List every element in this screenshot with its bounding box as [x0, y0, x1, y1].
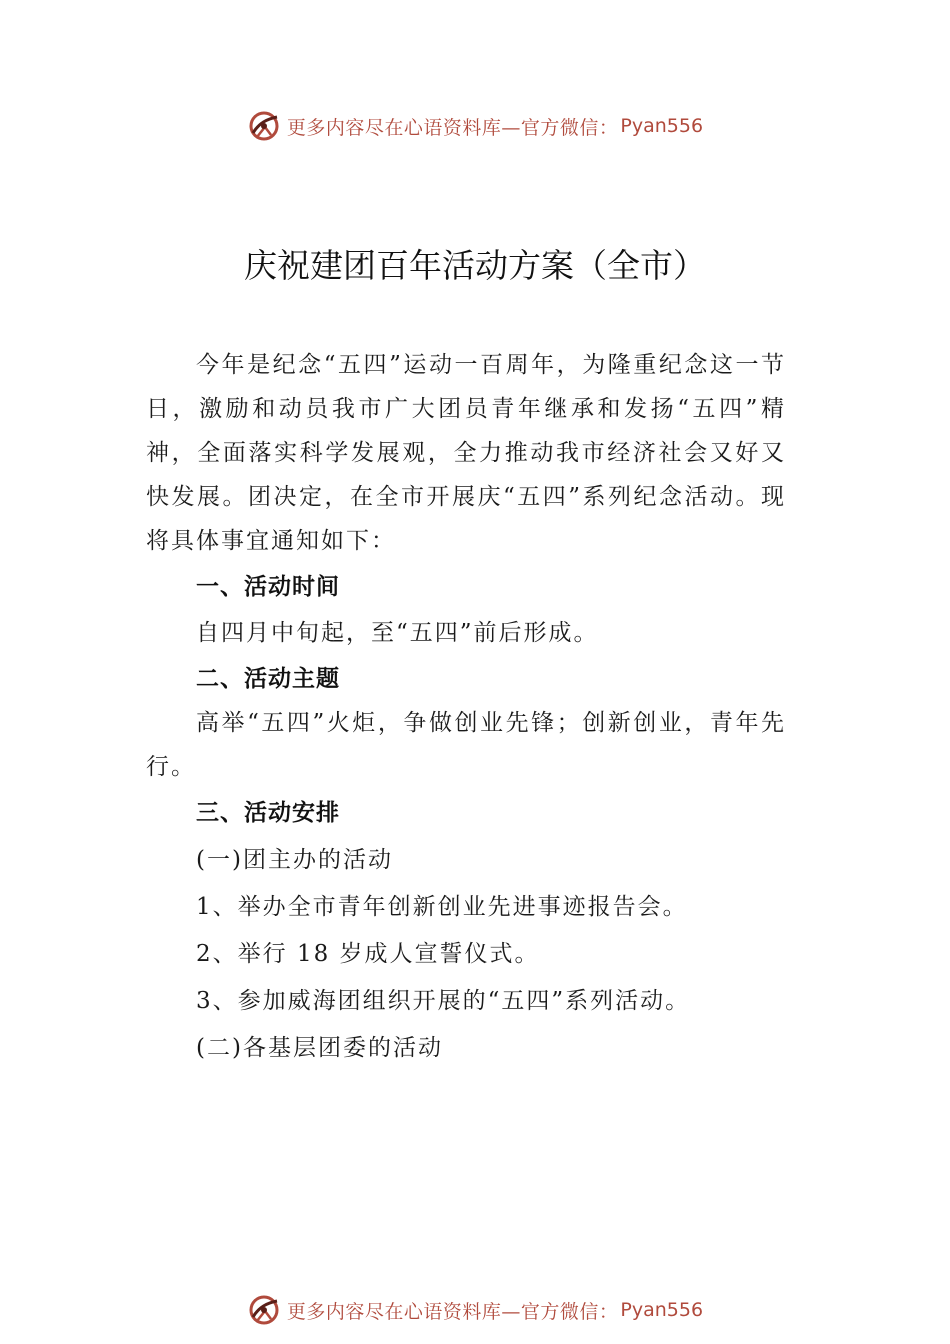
intro-paragraph: 今年是纪念“五四”运动一百周年，为隆重纪念这一节日，激励和动员我市广大团员青年继承和发扬“五四”精神，全面落实科学发展观，全力推动我市经济社会又好又快发展。团决定，在全市开展庆“五四”系列纪念活动。现将具体事宜通知如下：	[146, 352, 786, 554]
section-body-time: 自四月中旬起，至“五四”前后形成。	[196, 620, 599, 646]
header-watermark	[0, 106, 950, 146]
list-item: 1、举办全市青年创新创业先进事迹报告会。	[196, 894, 688, 920]
subsection-title-league: (一)团主办的活动	[196, 847, 393, 873]
ribbon-logo-icon	[247, 109, 281, 143]
watermark-text: 更多内容尽在心语资料库—官方微信：	[286, 1300, 619, 1323]
document-body	[146, 343, 786, 1070]
watermark-contact: Pyan556	[620, 115, 704, 137]
list-item: 3、参加威海团组织开展的“五四”系列活动。	[196, 988, 691, 1014]
section-body-theme: 高举“五四”火炬，争做创业先锋；创新创业，青年先行。	[146, 710, 786, 780]
ribbon-logo-icon	[247, 1293, 281, 1327]
document-title: 庆祝建团百年活动方案（全市）	[244, 246, 706, 285]
section-heading-theme: 二、活动主题	[196, 666, 340, 692]
watermark-contact: Pyan556	[620, 1299, 704, 1321]
section-heading-arrangement: 三、活动安排	[196, 800, 340, 826]
footer-watermark	[0, 1290, 950, 1330]
watermark-text: 更多内容尽在心语资料库—官方微信：	[286, 116, 619, 139]
list-item: 2、举行 18 岁成人宣誓仪式。	[196, 941, 540, 967]
subsection-title-grassroots: (二)各基层团委的活动	[196, 1035, 443, 1061]
section-heading-time: 一、活动时间	[196, 574, 340, 600]
